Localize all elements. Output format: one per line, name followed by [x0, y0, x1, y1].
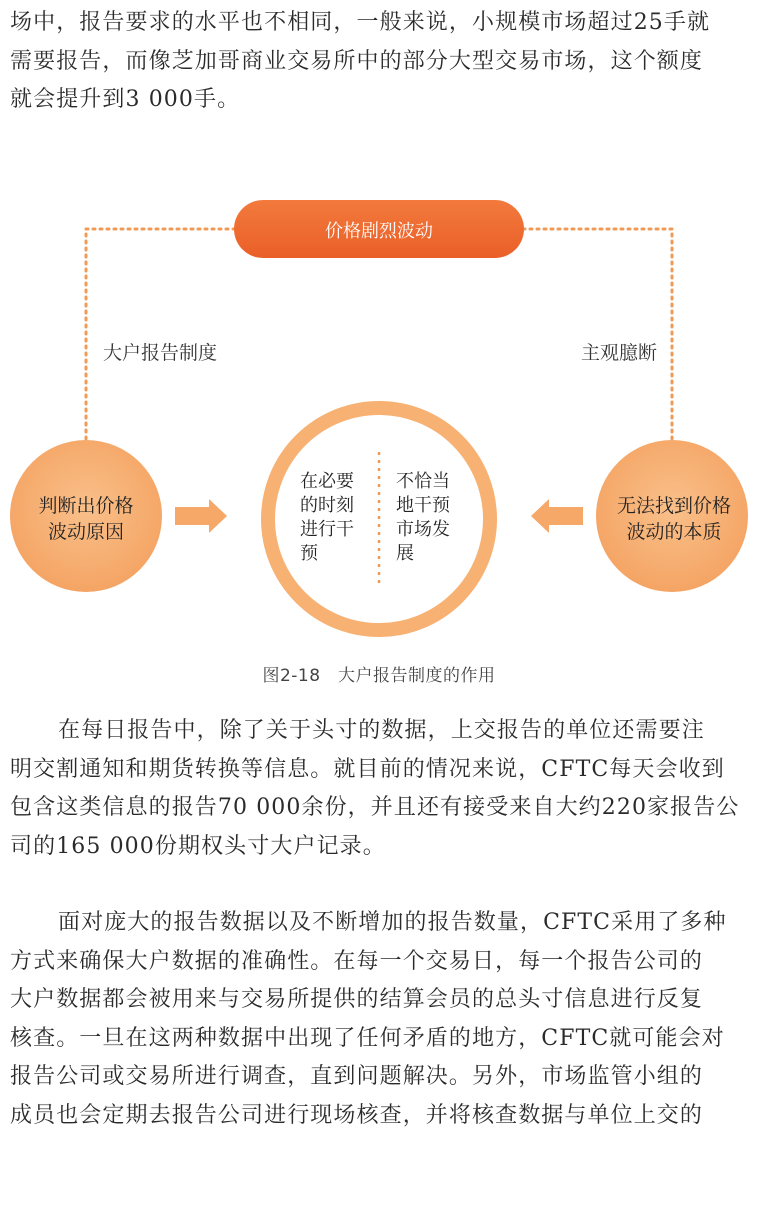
top-node-label: 价格剧烈波动	[325, 221, 433, 242]
left-node-line-1: 判断出价格	[38, 495, 134, 517]
text-line: 司的165 000份期权头寸大户记录。	[10, 833, 386, 859]
dotted-connector-left	[86, 229, 235, 440]
paragraph-data-accuracy	[10, 904, 750, 1135]
left-connector-label: 大户报告制度	[103, 342, 218, 364]
right-node	[596, 440, 748, 592]
paragraph-daily-report	[10, 712, 750, 866]
arrow-right-icon	[175, 499, 227, 533]
center-left-line-4: 预	[300, 543, 318, 564]
text-line: 核查。一旦在这两种数据中出现了任何矛盾的地方，CFTC就可能会对	[10, 1025, 725, 1051]
text-line: 面对庞大的报告数据以及不断增加的报告数量，CFTC采用了多种	[58, 910, 727, 935]
text-line: 场中，报告要求的水平也不相同，一般来说，小规模市场超过25手就	[10, 10, 711, 35]
center-right-line-4: 展	[396, 543, 414, 564]
center-left-line-1: 在必要	[300, 471, 354, 492]
center-right-line-3: 市场发	[396, 519, 450, 540]
text-line: 在每日报告中，除了关于头寸的数据，上交报告的单位还需要注	[58, 718, 705, 743]
figure-caption: 图2-18 大户报告制度的作用	[262, 666, 496, 686]
text-line: 大户数据都会被用来与交易所提供的结算会员的总头寸信息进行反复	[10, 987, 704, 1012]
center-right-line-2: 地干预	[396, 495, 450, 516]
center-right-line-1: 不恰当	[396, 471, 450, 492]
text-line: 包含这类信息的报告70 000余份，并且还有接受来自大约220家报告公	[10, 795, 740, 820]
right-connector-label: 主观臆断	[580, 342, 657, 364]
text-line: 报告公司或交易所进行调查，直到问题解决。另外，市场监管小组的	[10, 1064, 704, 1089]
center-node	[268, 408, 490, 630]
center-left-line-2: 的时刻	[300, 495, 354, 516]
left-node-line-2: 波动原因	[47, 521, 125, 543]
dotted-connector-right	[523, 229, 672, 440]
right-node-line-2: 波动的本质	[626, 521, 722, 543]
left-node	[10, 440, 162, 592]
arrow-left-icon	[531, 499, 583, 533]
text-line: 成员也会定期去报告公司进行现场核查，并将核查数据与单位上交的	[10, 1102, 704, 1128]
text-line: 方式来确保大户数据的准确性。在每一个交易日，每一个报告公司的	[10, 948, 704, 974]
text-line: 需要报告，而像芝加哥商业交易所中的部分大型交易市场，这个额度	[10, 48, 704, 74]
text-line: 明交割通知和期货转换等信息。就目前的情况来说，CFTC每天会收到	[10, 756, 725, 782]
top-node	[234, 200, 524, 258]
right-node-line-1: 无法找到价格	[616, 495, 732, 517]
text-line: 就会提升到3 000手。	[10, 87, 241, 112]
center-left-line-3: 进行干	[300, 519, 354, 540]
